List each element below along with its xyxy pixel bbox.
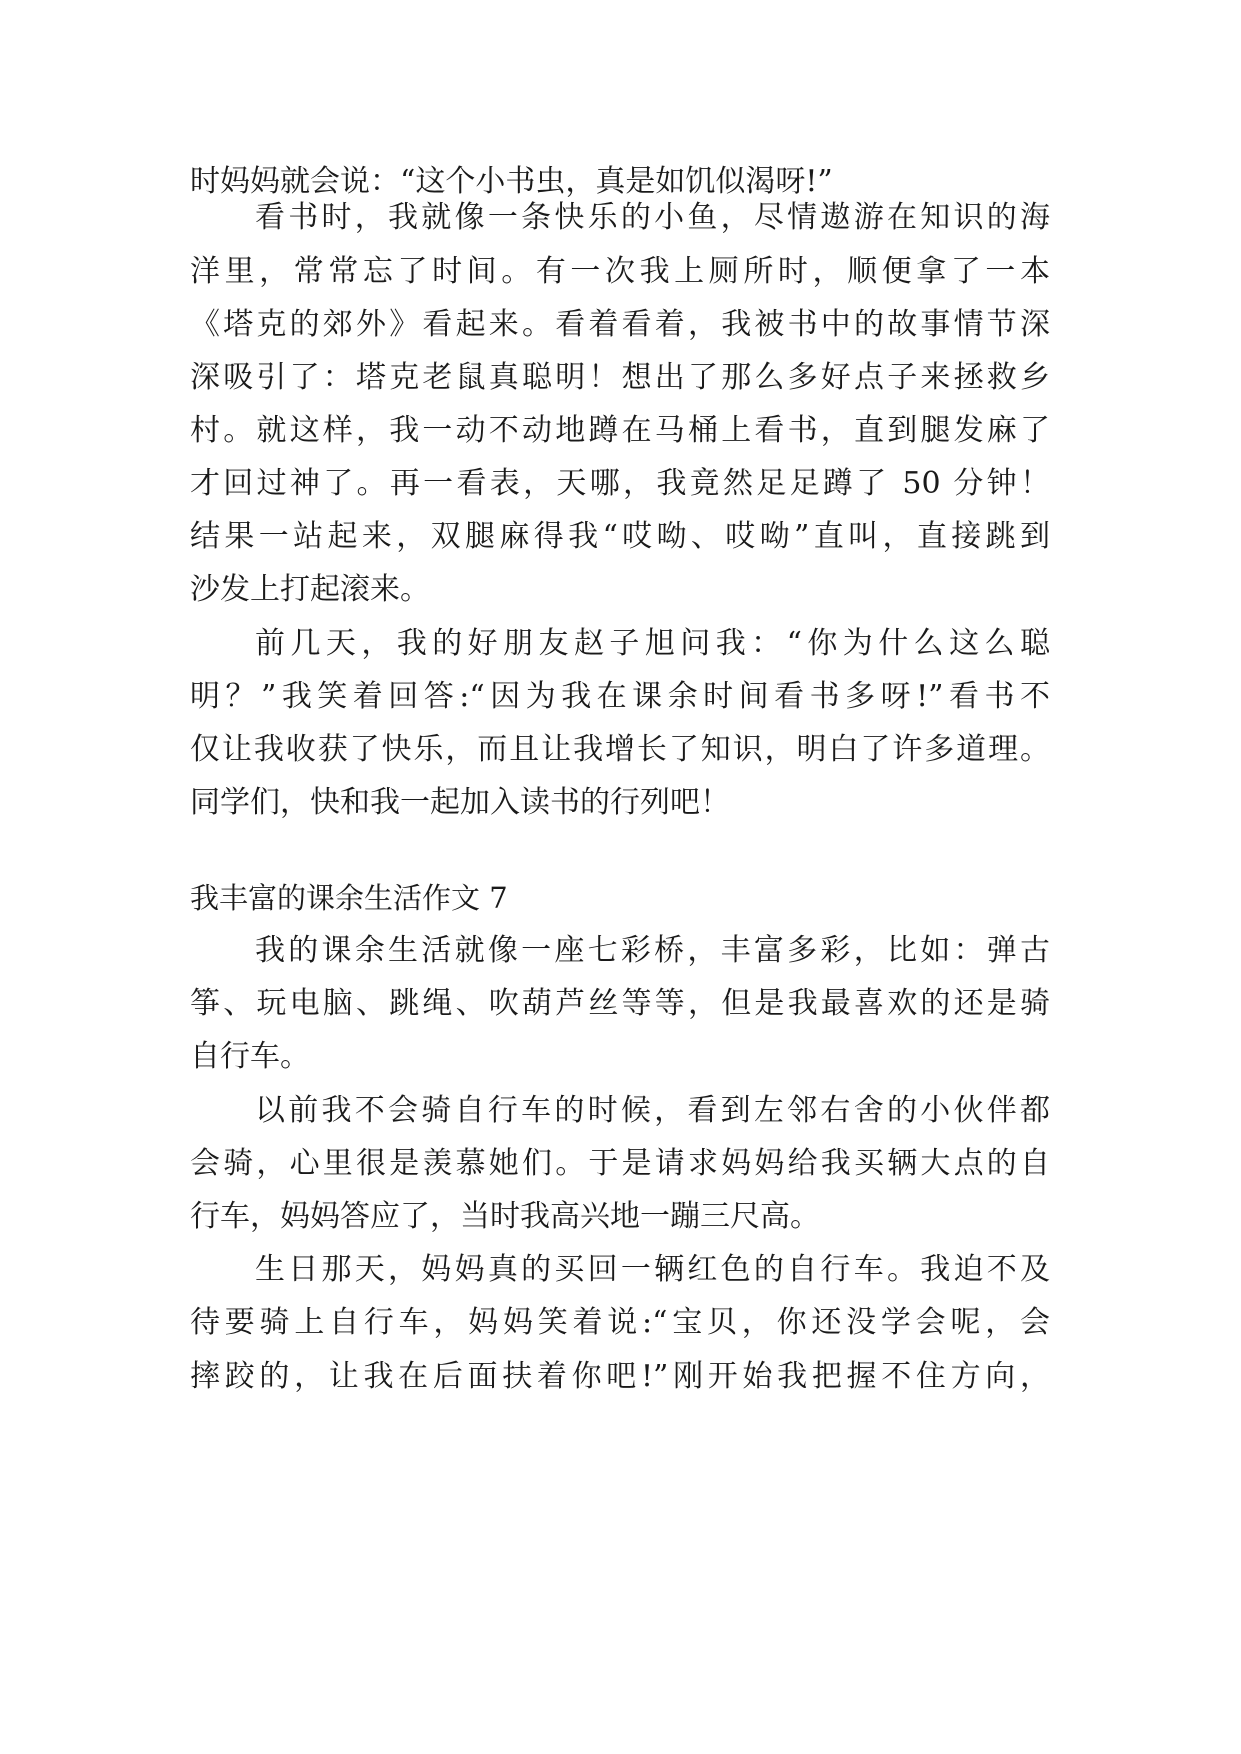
text-line: 《塔克的郊外》看起来。看着看着，我被书中的故事情节深: [190, 307, 1050, 342]
paragraph-start-line: 我的课余生活就像一座七彩桥，丰富多彩，比如：弹古: [255, 933, 1050, 968]
text-line: 自行车。: [190, 1039, 310, 1074]
text-line: 筝、玩电脑、跳绳、吹葫芦丝等等，但是我最喜欢的还是骑: [190, 986, 1050, 1021]
text-line: 同学们，快和我一起加入读书的行列吧！: [190, 785, 730, 820]
text-line: 才回过神了。再一看表，天哪，我竟然足足蹲了 50 分钟！: [190, 466, 1050, 501]
text-line: 摔跤的，让我在后面扶着你吧!”刚开始我把握不住方向，: [190, 1359, 1050, 1394]
paragraph-start-line: 生日那天，妈妈真的买回一辆红色的自行车。我迫不及: [255, 1252, 1050, 1287]
text-line: 会骑，心里很是羡慕她们。于是请求妈妈给我买辆大点的自: [190, 1146, 1050, 1181]
text-line: 洋里，常常忘了时间。有一次我上厕所时，顺便拿了一本: [190, 254, 1050, 289]
text-line: 沙发上打起滚来。: [190, 572, 430, 607]
text-line: 仅让我收获了快乐，而且让我增长了知识，明白了许多道理。: [190, 732, 1050, 767]
text-line: 时妈妈就会说：“这个小书虫，真是如饥似渴呀!”: [190, 164, 833, 199]
text-line: 行车，妈妈答应了，当时我高兴地一蹦三尺高。: [190, 1199, 820, 1234]
text-line: 待要骑上自行车，妈妈笑着说:“宝贝，你还没学会呢，会: [190, 1305, 1050, 1340]
paragraph-start-line: 看书时，我就像一条快乐的小鱼，尽情遨游在知识的海: [255, 200, 1050, 235]
paragraph-start-line: 以前我不会骑自行车的时候，看到左邻右舍的小伙伴都: [255, 1093, 1050, 1128]
section-title: 我丰富的课余生活作文 7: [190, 881, 508, 915]
text-line: 村。就这样，我一动不动地蹲在马桶上看书，直到腿发麻了: [190, 413, 1050, 448]
text-line: 明？”我笑着回答:“因为我在课余时间看书多呀!”看书不: [190, 679, 1050, 714]
text-line: 结果一站起来，双腿麻得我“哎呦、哎呦”直叫，直接跳到: [190, 519, 1050, 554]
text-line: 深吸引了：塔克老鼠真聪明！想出了那么多好点子来拯救乡: [190, 360, 1050, 395]
paragraph-start-line: 前几天，我的好朋友赵子旭问我：“你为什么这么聪: [255, 626, 1050, 661]
